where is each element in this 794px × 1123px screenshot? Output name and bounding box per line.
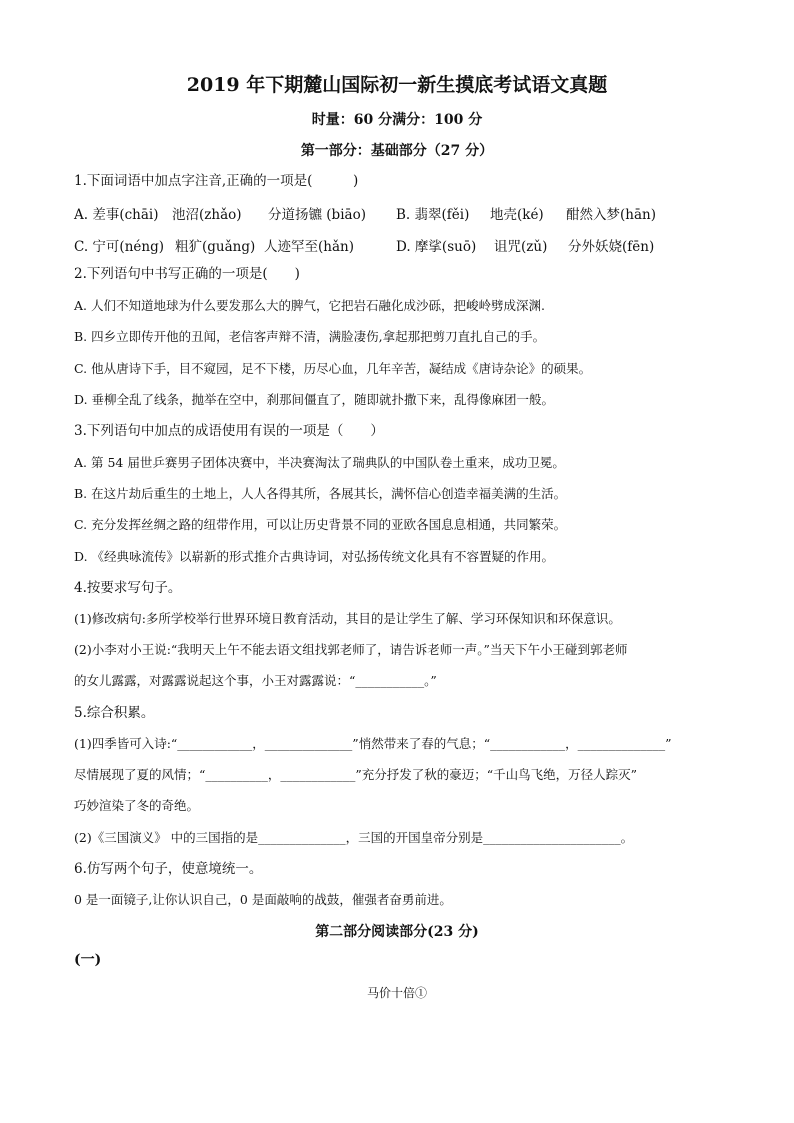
q2-option-b: B. 四乡立即传开他的丑闻，老信客声辩不清，满脸凄伤,拿起那把剪刀直扎自己的手。 bbox=[74, 329, 546, 344]
q3-option-a: A. 第 54 届世乒赛男子团体决赛中，半决赛淘汰了瑞典队的中国队卷土重来，成功卫冕。 bbox=[74, 455, 565, 470]
q1-option-c-3: 人迹罕至(hǎn) bbox=[264, 239, 354, 255]
q1-option-d-3: 分外妖娆(fēn) bbox=[568, 239, 655, 255]
q2-option-a: A. 人们不知道地球为什么要发那么大的脾气，它把岩石融化成沙砾，把峻岭劈成深渊. bbox=[74, 298, 545, 313]
q4-stem: 4.按要求写句子。 bbox=[74, 580, 182, 596]
q1-option-b-1: B. 翡翠(fěi) bbox=[396, 207, 470, 223]
q5-stem: 5.综合积累。 bbox=[74, 705, 155, 721]
q4-part2-line1: (2)小李对小王说:“我明天上午不能去语文组找郭老师了，请告诉老师一声。”当天下午小王碰到郭老师 bbox=[74, 642, 628, 657]
article-title: 马价十倍① bbox=[366, 986, 427, 1000]
q5-line2: 尽情展现了夏的风情；“__________，____________”充分抒发了秋的豪迈；“千山鸟飞绝，万径人踪灭” bbox=[74, 767, 638, 782]
q5-line3: 巧妙渲染了冬的奇绝。 bbox=[74, 798, 200, 813]
q1-option-c-2: 粗犷(guǎng) bbox=[175, 239, 256, 255]
q1-option-d-1: D. 摩挲(suō) bbox=[396, 239, 477, 255]
q1-option-b-2: 地壳(ké) bbox=[490, 207, 544, 223]
time-score-line: 时量：60 分满分：100 分 bbox=[311, 112, 483, 128]
q1-option-c-1: C. 宁可(néng) bbox=[74, 239, 164, 255]
q1-option-d-2: 诅咒(zǔ) bbox=[494, 239, 548, 255]
q1-option-a-2: 池沼(zhǎo) bbox=[172, 207, 242, 223]
q3-stem: 3.下列语句中加点的成语使用有误的一项是（ ） bbox=[74, 423, 384, 439]
q2-stem: 2.下列语句中书写正确的一项是( ) bbox=[74, 266, 300, 282]
q2-option-c: C. 他从唐诗下手，目不窥园，足不下楼，历尽心血，几年辛苦，凝结成《唐诗杂论》的硕果。 bbox=[74, 361, 592, 376]
q1-option-a-3: 分道扬镳 (biāo) bbox=[268, 207, 366, 223]
q1-option-a-1: A. 差事(chāi) bbox=[74, 207, 159, 223]
part1-heading: 第一部分：基础部分（27 分） bbox=[300, 143, 494, 159]
q4-part1: (1)修改病句:多所学校举行世界环境日教育活动，其目的是让学生了解、学习环保知识和环保意识。 bbox=[74, 611, 621, 626]
q4-part2-line2: 的女儿露露，对露露说起这个事，小王对露露说：“___________。” bbox=[74, 673, 437, 688]
part2-heading: 第二部分阅读部分(23 分) bbox=[315, 924, 479, 940]
q3-option-b: B. 在这片劫后重生的土地上，人人各得其所，各展其长，满怀信心创造幸福美满的生活。 bbox=[74, 486, 567, 501]
q1-stem: 1.下面词语中加点字注音,正确的一项是( ) bbox=[74, 173, 359, 189]
page-title: 2019 年下期麓山国际初一新生摸底考试语文真题 bbox=[186, 74, 608, 96]
q3-option-c: C. 充分发挥丝绸之路的纽带作用，可以让历史背景不同的亚欧各国息息相通，共同繁荣。 bbox=[74, 517, 567, 532]
q5-line4: (2)《三国演义》 中的三国指的是______________，三国的开国皇帝分别是______________________。 bbox=[74, 830, 634, 845]
q5-line1: (1)四季皆可入诗:“____________，______________”悄然带来了春的气息；“____________，______________” bbox=[74, 736, 672, 751]
q2-option-d: D. 垂柳全乱了线条，抛举在空中，刹那间僵直了，随即就扑撒下来，乱得像麻团一般。 bbox=[74, 392, 555, 407]
q3-option-d: D. 《经典咏流传》以崭新的形式推介古典诗词，对弘扬传统文化具有不容置疑的作用。 bbox=[74, 549, 555, 564]
q6-stem: 6.仿写两个句子，使意境统一。 bbox=[74, 861, 263, 877]
q1-option-b-3: 酣然入梦(hān) bbox=[566, 207, 656, 223]
q6-text: 0 是一面镜子,让你认识自己，0 是面敲响的战鼓，催强者奋勇前进。 bbox=[74, 892, 452, 907]
section-one-label: (一) bbox=[74, 952, 102, 968]
